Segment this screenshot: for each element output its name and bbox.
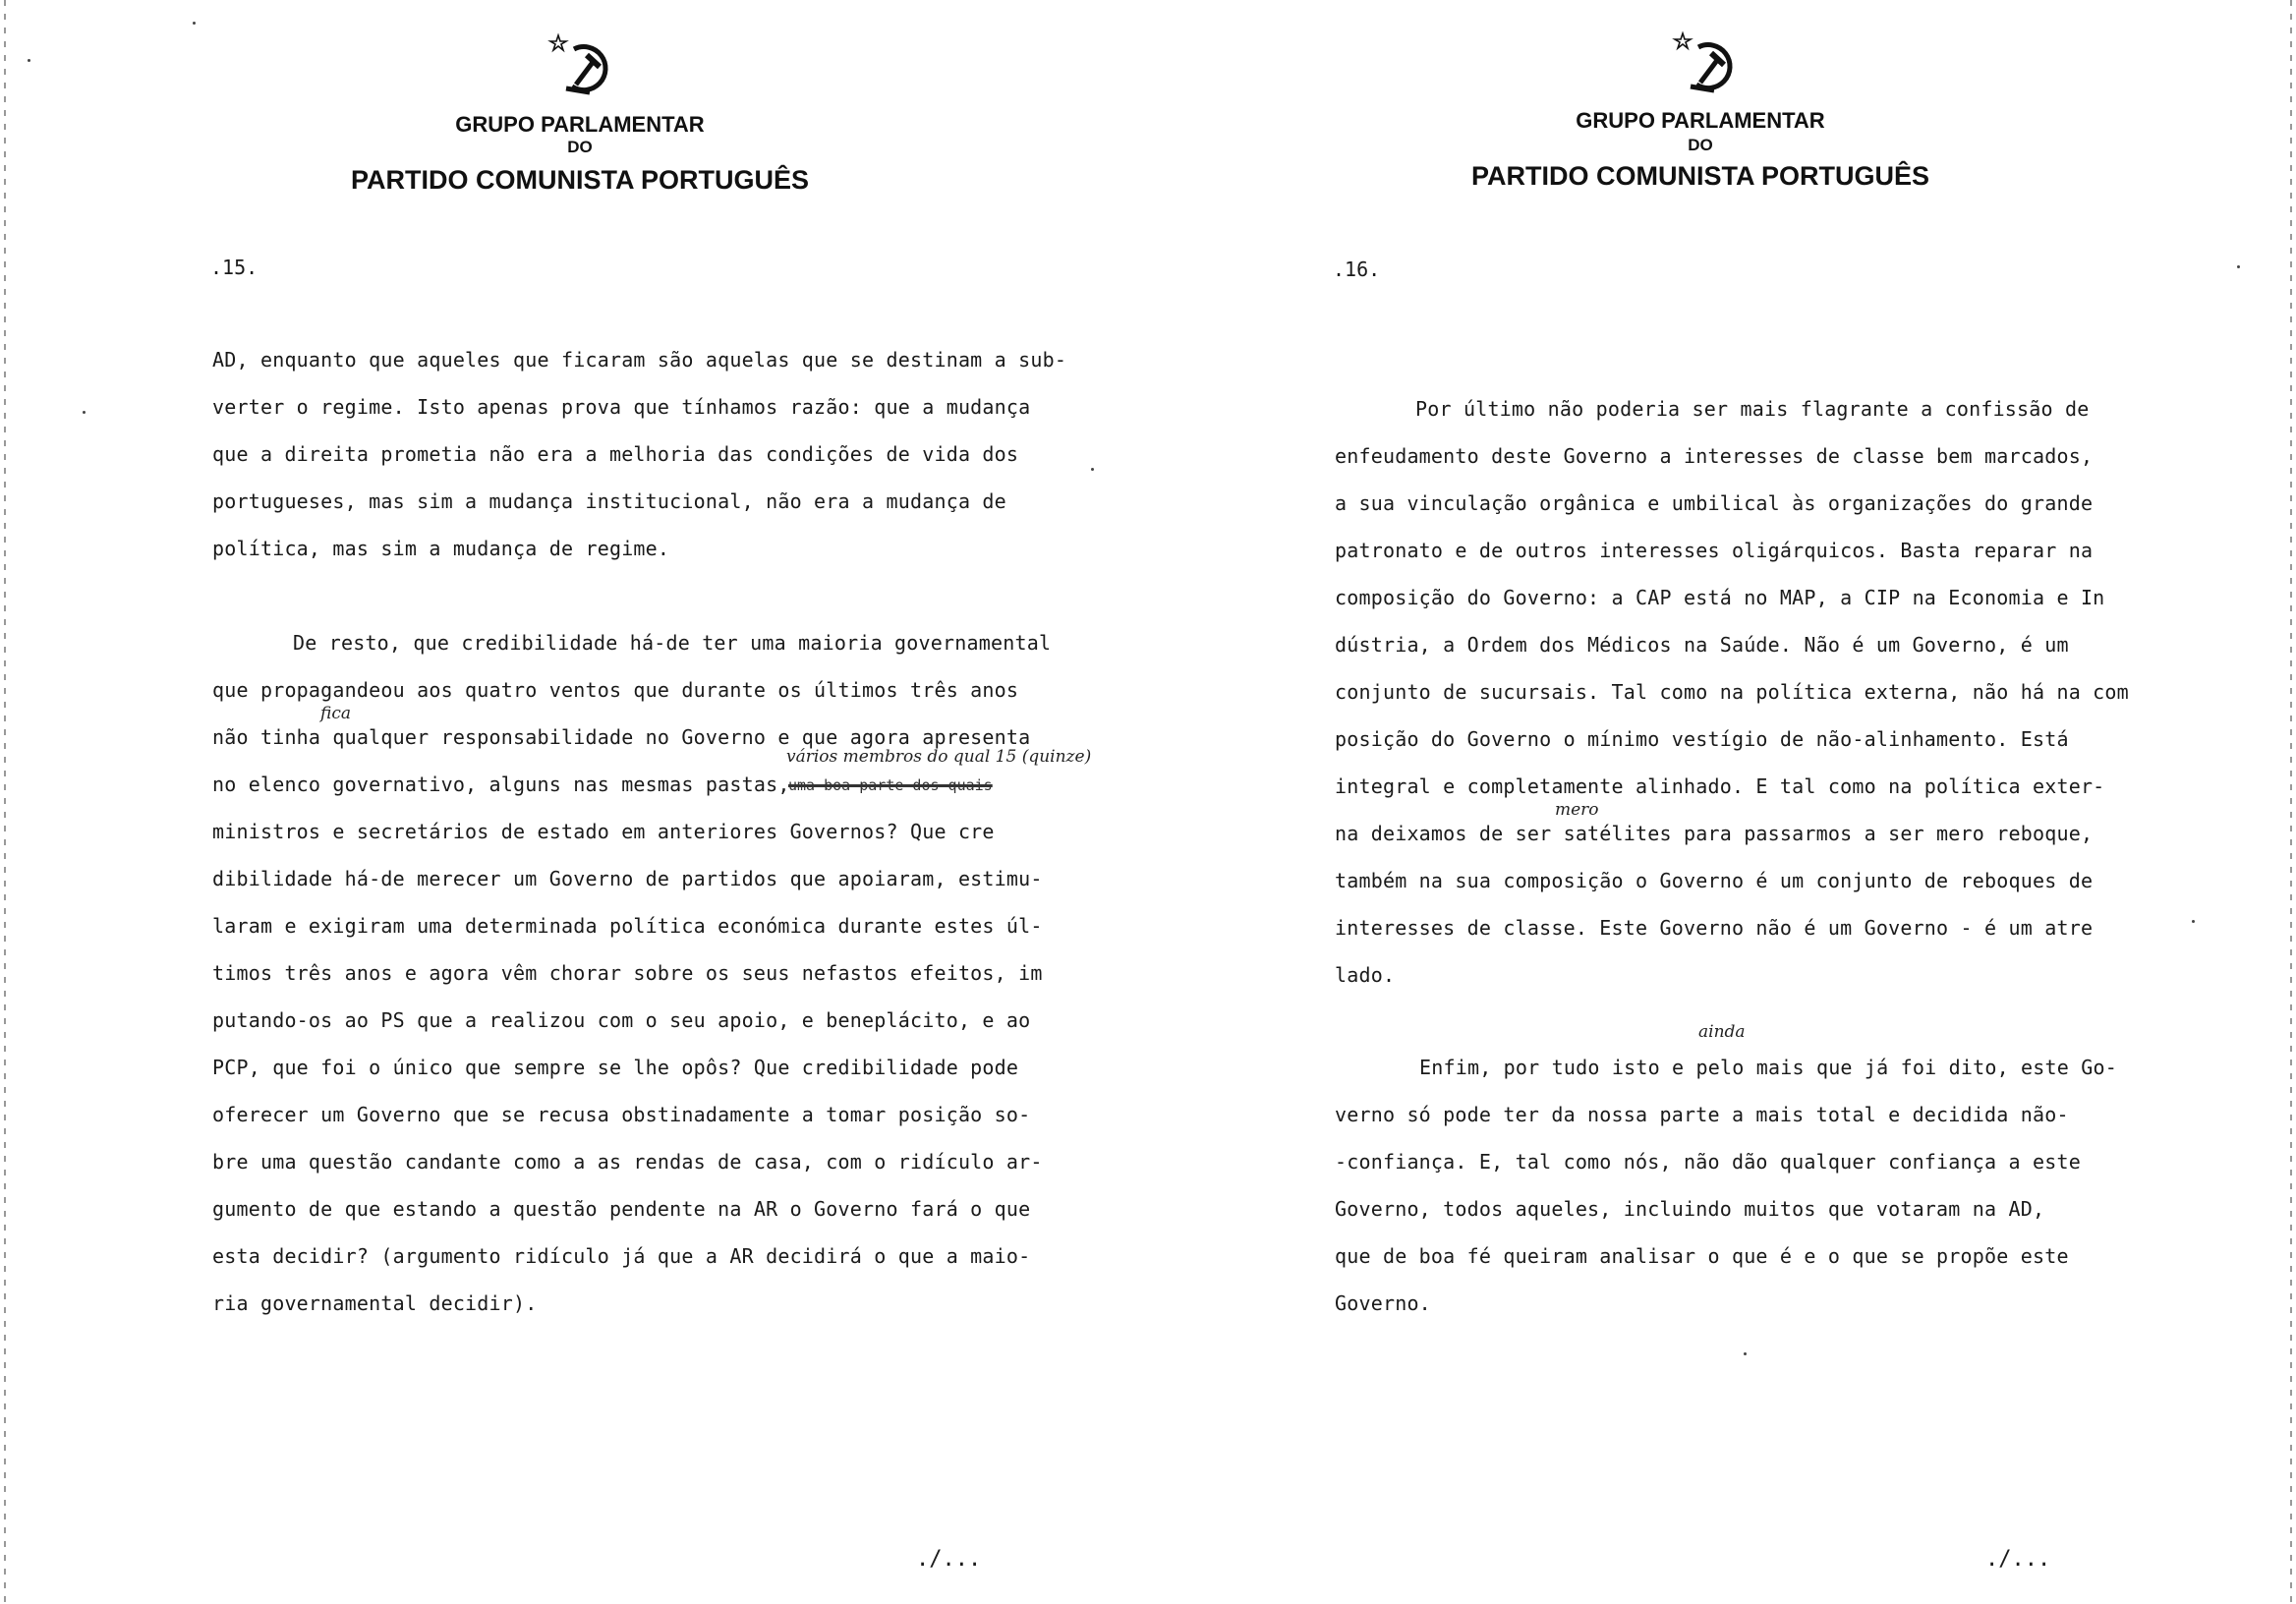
text-line: dústria, a Ordem dos Médicos na Saúde. Não é um Governo, é um [1335, 633, 2069, 657]
text-line: putando-os ao PS que a realizou com o seu apoio, e beneplácito, e ao [212, 1008, 1031, 1032]
text-line: na deixamos de ser satélites para passarmos a ser mero reboque, [1335, 822, 2094, 845]
page-number: .16. [1333, 258, 1381, 281]
text-line: que propagandeou aos quatro ventos que durante os últimos três anos [212, 678, 1019, 702]
text-line: lado. [1335, 963, 1396, 987]
hammer-sickle-emblem-icon [1671, 26, 1740, 94]
text-line: -confiança. E, tal como nós, não dão qualquer confiança a este [1335, 1150, 2081, 1174]
text-line: conjunto de sucursais. Tal como na política externa, não há na com [1335, 680, 2129, 704]
text-line: Governo. [1335, 1291, 1431, 1315]
text-line: também na sua composição o Governo é um conjunto de reboques de [1335, 869, 2094, 892]
text-line: portugueses, mas sim a mudança institucional, não era a mudança de [212, 489, 1006, 513]
handwritten-margin-note: vários membros do qual 15 (quinze) [786, 747, 1092, 767]
text-line: a sua vinculação orgânica e umbilical às organizações do grande [1335, 491, 2094, 515]
text-line: política, mas sim a mudança de regime. [212, 537, 670, 560]
text-line: que a direita prometia não era a melhoria das condições de vida dos [212, 442, 1019, 466]
handwritten-insert: fica [320, 704, 351, 723]
text-line: esta decidir? (argumento ridículo já que a AR decidirá o que a maio- [212, 1244, 1031, 1268]
text-line: não tinha qualquer responsabilidade no Governo e que agora apresenta [212, 725, 1031, 749]
scan-speck [2192, 920, 2195, 923]
text-line: patronato e de outros interesses oligárquicos. Basta reparar na [1335, 539, 2094, 562]
text-line: que de boa fé queiram analisar o que é e o que se propõe este [1335, 1244, 2069, 1268]
text-line: ria governamental decidir). [212, 1291, 538, 1315]
text-line: bre uma questão candante como a as rendas de casa, com o ridículo ar- [212, 1150, 1043, 1174]
text-line: enfeudamento deste Governo a interesses de classe bem marcados, [1335, 444, 2094, 468]
text-line: interesses de classe. Este Governo não é um Governo - é um atre [1335, 916, 2094, 940]
hammer-sickle-emblem-icon [546, 28, 615, 96]
document-page-16 [1148, 0, 2296, 1604]
text-line: dibilidade há-de merecer um Governo de partidos que apoiaram, estimu- [212, 867, 1043, 890]
scan-speck [1091, 468, 1094, 471]
scan-speck [28, 59, 30, 62]
scan-speck [1744, 1352, 1747, 1355]
text-line: composição do Governo: a CAP está no MAP, a CIP na Economia e In [1335, 586, 2105, 609]
text-line: no elenco governativo, alguns nas mesmas pastas, [212, 773, 790, 796]
struck-out-text: uma boa parte dos quais [788, 776, 993, 794]
page-number: .15. [210, 256, 258, 279]
header-party-name: PARTIDO COMUNISTA PORTUGUÊS [1470, 161, 1929, 191]
continuation-mark: ./... [1985, 1547, 2051, 1572]
text-line: Governo, todos aqueles, incluindo muitos que votaram na AD, [1335, 1197, 2045, 1221]
text-line: Por último não poderia ser mais flagrante a confissão de [1415, 397, 2090, 421]
text-line: posição do Governo o mínimo vestígio de não-alinhamento. Está [1335, 727, 2069, 751]
scan-speck [83, 411, 86, 414]
text-line: laram e exigiram uma determinada política económica durante estes úl- [212, 914, 1043, 938]
text-line: gumento de que estando a questão pendente na AR o Governo fará o que [212, 1197, 1031, 1221]
header-group-title: GRUPO PARLAMENTAR [455, 112, 705, 137]
text-line: PCP, que foi o único que sempre se lhe opôs? Que credibilidade pode [212, 1056, 1019, 1079]
scan-speck [2237, 265, 2240, 268]
text-line: integral e completamente alinhado. E tal como na política exter- [1335, 774, 2105, 798]
text-line: AD, enquanto que aqueles que ficaram são aquelas que se destinam a sub- [212, 348, 1067, 372]
scan-speck [193, 22, 196, 25]
header-do: DO [567, 138, 593, 156]
text-line: ministros e secretários de estado em anteriores Governos? Que cre [212, 820, 995, 843]
header-do: DO [1688, 136, 1713, 154]
text-line: timos três anos e agora vêm chorar sobre os seus nefastos efeitos, im [212, 961, 1043, 985]
text-line: oferecer um Governo que se recusa obstinadamente a tomar posição so- [212, 1103, 1031, 1126]
header-party-name: PARTIDO COMUNISTA PORTUGUÊS [350, 165, 809, 195]
text-line: Enfim, por tudo isto e pelo mais que já foi dito, este Go- [1419, 1056, 2117, 1079]
text-line: verter o regime. Isto apenas prova que tínhamos razão: que a mudança [212, 395, 1031, 419]
continuation-mark: ./... [916, 1547, 982, 1572]
text-line: verno só pode ter da nossa parte a mais total e decidida não- [1335, 1103, 2069, 1126]
text-line: De resto, que credibilidade há-de ter uma maioria governamental [293, 631, 1052, 655]
handwritten-insert: ainda [1698, 1022, 1746, 1042]
handwritten-insert: mero [1555, 800, 1599, 820]
header-group-title: GRUPO PARLAMENTAR [1576, 108, 1825, 133]
